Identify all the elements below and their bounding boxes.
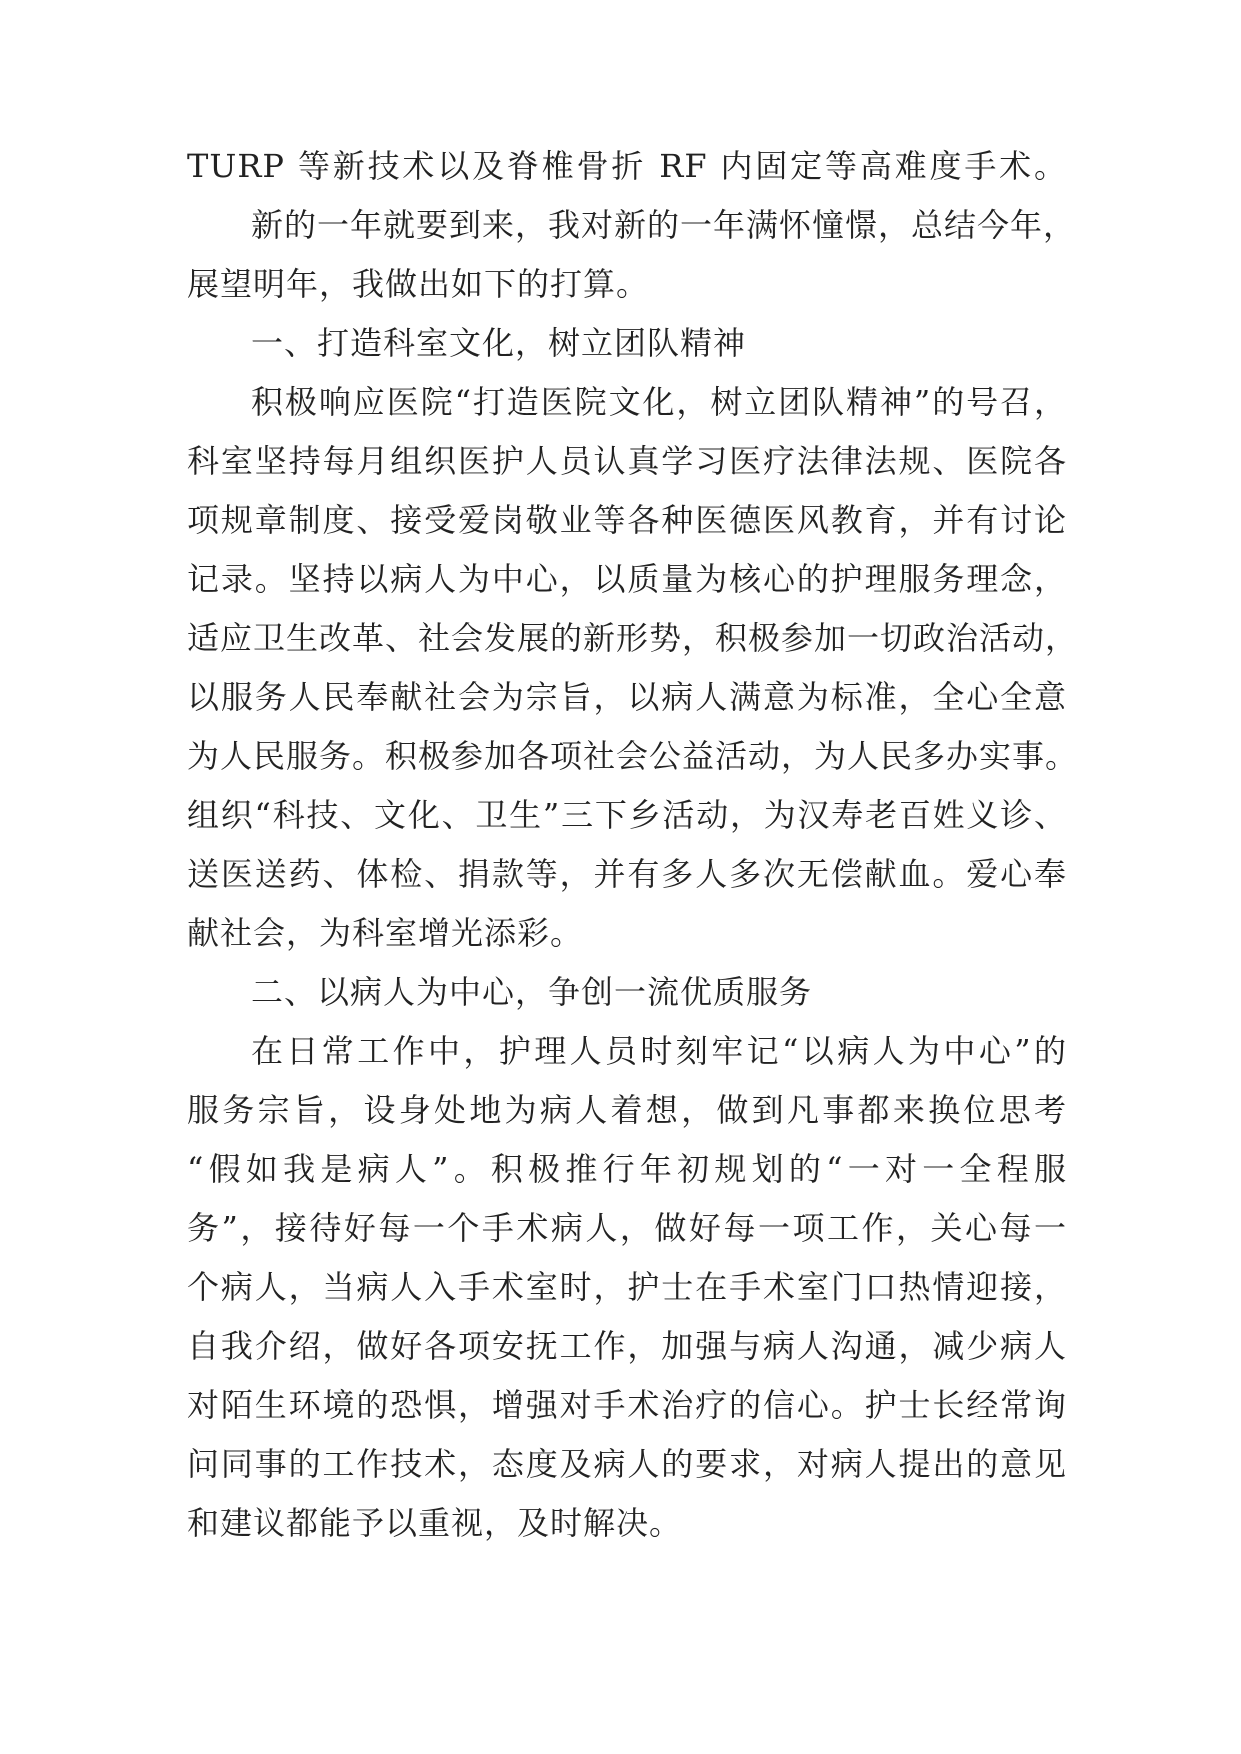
text-line-14: 献社会，为科室增光添彩。 (187, 914, 584, 952)
text-line-5: 积极响应医院“打造医院文化，树立团队精神”的号召， (251, 383, 1067, 421)
text-line-6: 科室坚持每月组织医护人员认真学习医疗法律法规、医院各 (187, 442, 1067, 480)
text-line-10: 以服务人民奉献社会为宗旨，以病人满意为标准，全心全意 (187, 678, 1067, 716)
text-line-20: 个病人，当病人入手术室时，护士在手术室门口热情迎接， (187, 1268, 1067, 1306)
text-line-19: 务”，接待好每一个手术病人，做好每一项工作，关心每一 (187, 1209, 1067, 1247)
text-line-9: 适应卫生改革、社会发展的新形势，积极参加一切政治活动， (187, 619, 1079, 657)
text-line-1: TURP 等新技术以及脊椎骨折 RF 内固定等高难度手术。 (187, 147, 1067, 185)
text-line-7: 项规章制度、接受爱岗敬业等各种医德医风教育，并有讨论 (187, 501, 1067, 539)
text-line-17: 服务宗旨，设身处地为病人着想，做到凡事都来换位思考 (187, 1091, 1067, 1129)
text-line-22: 对陌生环境的恐惧，增强对手术治疗的信心。护士长经常询 (187, 1386, 1067, 1424)
text-line-24: 和建议都能予以重视，及时解决。 (187, 1504, 683, 1542)
section-heading-2: 二、以病人为中心，争创一流优质服务 (251, 973, 813, 1011)
text-line-16: 在日常工作中，护理人员时刻牢记“以病人为中心”的 (251, 1032, 1067, 1070)
section-heading-1: 一、打造科室文化，树立团队精神 (251, 324, 747, 362)
text-line-8: 记录。坚持以病人为中心，以质量为核心的护理服务理念， (187, 560, 1067, 598)
text-line-12: 组织“科技、文化、卫生”三下乡活动，为汉寿老百姓义诊、 (187, 796, 1067, 834)
text-line-13: 送医送药、体检、捐款等，并有多人多次无偿献血。爱心奉 (187, 855, 1067, 893)
text-line-21: 自我介绍，做好各项安抚工作，加强与病人沟通，减少病人 (187, 1327, 1067, 1365)
text-line-3: 展望明年，我做出如下的打算。 (187, 265, 650, 303)
text-line-18: “假如我是病人”。积极推行年初规划的“一对一全程服 (187, 1150, 1067, 1188)
text-line-23: 问同事的工作技术，态度及病人的要求，对病人提出的意见 (187, 1445, 1067, 1483)
text-line-2: 新的一年就要到来，我对新的一年满怀憧憬，总结今年， (251, 206, 1077, 244)
text-line-11: 为人民服务。积极参加各项社会公益活动，为人民多办实事。 (187, 737, 1079, 775)
